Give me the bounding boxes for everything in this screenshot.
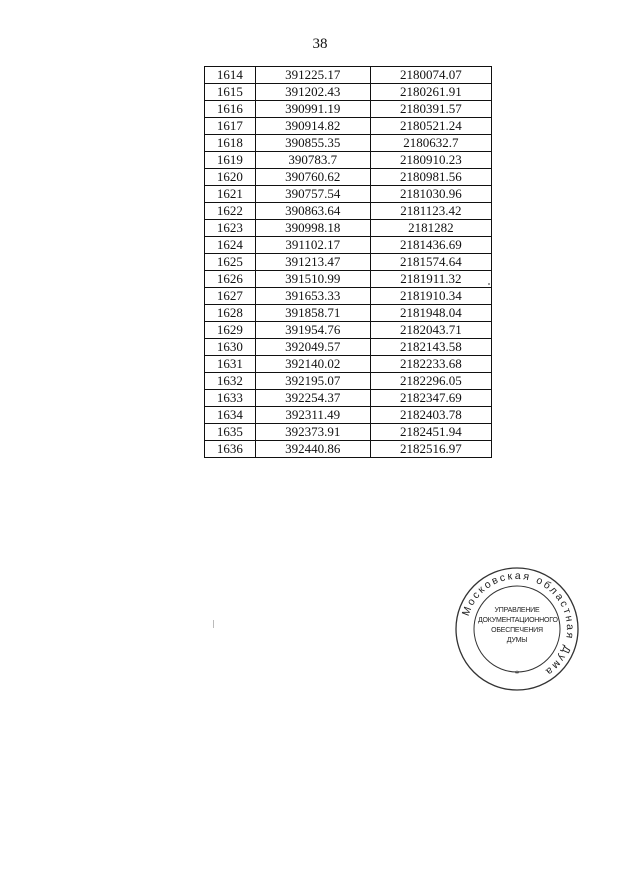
point-number-cell: 1623 xyxy=(205,220,256,237)
y-coordinate-cell: 2181123.42 xyxy=(370,203,491,220)
point-number-cell: 1633 xyxy=(205,390,256,407)
y-coordinate-cell: 2181911.32 xyxy=(370,271,491,288)
point-number-cell: 1621 xyxy=(205,186,256,203)
point-number-cell: 1635 xyxy=(205,424,256,441)
x-coordinate-cell: 391102.17 xyxy=(255,237,370,254)
y-coordinate-cell: 2182296.05 xyxy=(370,373,491,390)
x-coordinate-cell: 390863.64 xyxy=(255,203,370,220)
x-coordinate-cell: 390998.18 xyxy=(255,220,370,237)
table-row xyxy=(205,220,492,237)
point-number-cell: 1615 xyxy=(205,84,256,101)
table-row xyxy=(205,203,492,220)
x-coordinate-cell: 392311.49 xyxy=(255,407,370,424)
x-coordinate-cell: 390760.62 xyxy=(255,169,370,186)
stamp-ring-text: Московская областная Дума xyxy=(459,569,577,679)
x-coordinate-cell: 391510.99 xyxy=(255,271,370,288)
stamp-line: УПРАВЛЕНИЕ xyxy=(494,607,540,614)
scan-speck xyxy=(488,283,490,285)
x-coordinate-cell: 391653.33 xyxy=(255,288,370,305)
table-row xyxy=(205,441,492,458)
table-row xyxy=(205,84,492,101)
point-number-cell: 1636 xyxy=(205,441,256,458)
y-coordinate-cell: 2180261.91 xyxy=(370,84,491,101)
x-coordinate-cell: 392254.37 xyxy=(255,390,370,407)
page-number: 38 xyxy=(312,36,328,52)
point-number-cell: 1618 xyxy=(205,135,256,152)
point-number-cell: 1622 xyxy=(205,203,256,220)
y-coordinate-cell: 2180981.56 xyxy=(370,169,491,186)
y-coordinate-cell: 2180391.57 xyxy=(370,101,491,118)
x-coordinate-cell: 392440.86 xyxy=(255,441,370,458)
y-coordinate-cell: 2182347.69 xyxy=(370,390,491,407)
x-coordinate-cell: 391954.76 xyxy=(255,322,370,339)
x-coordinate-cell: 390914.82 xyxy=(255,118,370,135)
y-coordinate-cell: 2182143.58 xyxy=(370,339,491,356)
table-row xyxy=(205,254,492,271)
x-coordinate-cell: 392049.57 xyxy=(255,339,370,356)
y-coordinate-cell: 2182403.78 xyxy=(370,407,491,424)
x-coordinate-cell: 391202.43 xyxy=(255,84,370,101)
point-number-cell: 1624 xyxy=(205,237,256,254)
point-number-cell: 1619 xyxy=(205,152,256,169)
stamp-line: ОБЕСПЕЧЕНИЯ xyxy=(491,627,543,634)
table-row xyxy=(205,135,492,152)
table-row xyxy=(205,339,492,356)
official-stamp xyxy=(454,566,580,692)
table-row xyxy=(205,152,492,169)
stamp-line: ДОКУМЕНТАЦИОННОГО xyxy=(478,617,558,624)
point-number-cell: 1627 xyxy=(205,288,256,305)
table-row xyxy=(205,271,492,288)
point-number-cell: 1626 xyxy=(205,271,256,288)
y-coordinate-cell: 2182043.71 xyxy=(370,322,491,339)
y-coordinate-cell: 2181574.64 xyxy=(370,254,491,271)
x-coordinate-cell: 390855.35 xyxy=(255,135,370,152)
point-number-cell: 1614 xyxy=(205,67,256,84)
table-row xyxy=(205,305,492,322)
x-coordinate-cell: 391858.71 xyxy=(255,305,370,322)
x-coordinate-cell: 390783.7 xyxy=(255,152,370,169)
y-coordinate-cell: 2182451.94 xyxy=(370,424,491,441)
x-coordinate-cell: 390757.54 xyxy=(255,186,370,203)
point-number-cell: 1634 xyxy=(205,407,256,424)
table-row xyxy=(205,356,492,373)
x-coordinate-cell: 392373.91 xyxy=(255,424,370,441)
y-coordinate-cell: 2181910.34 xyxy=(370,288,491,305)
stamp-star-icon: * xyxy=(514,669,520,679)
y-coordinate-cell: 2181436.69 xyxy=(370,237,491,254)
y-coordinate-cell: 2180074.07 xyxy=(370,67,491,84)
point-number-cell: 1620 xyxy=(205,169,256,186)
y-coordinate-cell: 2182516.97 xyxy=(370,441,491,458)
point-number-cell: 1632 xyxy=(205,373,256,390)
table-row xyxy=(205,424,492,441)
table-row xyxy=(205,237,492,254)
table-row xyxy=(205,118,492,135)
x-coordinate-cell: 391225.17 xyxy=(255,67,370,84)
table-row xyxy=(205,101,492,118)
x-coordinate-cell: 391213.47 xyxy=(255,254,370,271)
point-number-cell: 1616 xyxy=(205,101,256,118)
x-coordinate-cell: 392140.02 xyxy=(255,356,370,373)
y-coordinate-cell: 2180632.7 xyxy=(370,135,491,152)
table-row xyxy=(205,390,492,407)
point-number-cell: 1631 xyxy=(205,356,256,373)
y-coordinate-cell: 2181030.96 xyxy=(370,186,491,203)
point-number-cell: 1628 xyxy=(205,305,256,322)
table-row xyxy=(205,67,492,84)
table-row xyxy=(205,169,492,186)
point-number-cell: 1625 xyxy=(205,254,256,271)
point-number-cell: 1630 xyxy=(205,339,256,356)
x-coordinate-cell: 390991.19 xyxy=(255,101,370,118)
y-coordinate-cell: 2180521.24 xyxy=(370,118,491,135)
table-row xyxy=(205,186,492,203)
stamp-line: ДУМЫ xyxy=(506,637,528,644)
y-coordinate-cell: 2181282 xyxy=(370,220,491,237)
table-row xyxy=(205,322,492,339)
table-row xyxy=(205,288,492,305)
y-coordinate-cell: 2180910.23 xyxy=(370,152,491,169)
table-row xyxy=(205,407,492,424)
coordinates-table xyxy=(204,66,492,458)
stamp-inner-text xyxy=(478,606,556,646)
table-row xyxy=(205,373,492,390)
point-number-cell: 1617 xyxy=(205,118,256,135)
point-number-cell: 1629 xyxy=(205,322,256,339)
y-coordinate-cell: 2181948.04 xyxy=(370,305,491,322)
scan-speck xyxy=(213,620,214,628)
x-coordinate-cell: 392195.07 xyxy=(255,373,370,390)
y-coordinate-cell: 2182233.68 xyxy=(370,356,491,373)
coordinates-table-body xyxy=(205,67,492,458)
